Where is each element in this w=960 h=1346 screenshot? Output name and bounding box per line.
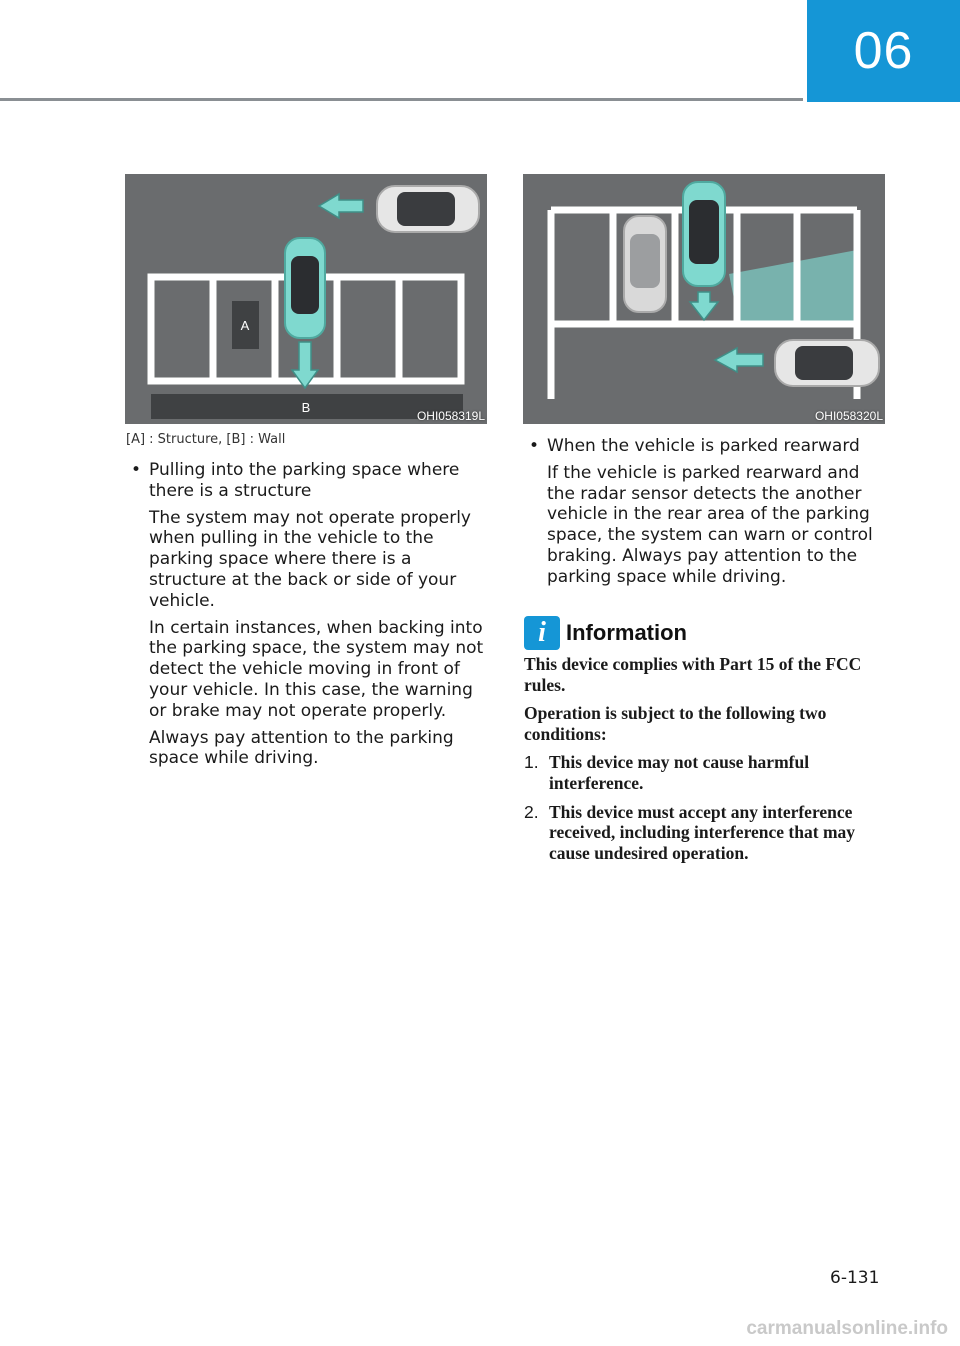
figure-parking-structure: [125, 174, 487, 424]
info-icon: i: [524, 616, 560, 650]
list-item: [524, 802, 884, 864]
right-column: [525, 436, 887, 588]
parked-rearward-illustration: [523, 174, 885, 424]
list-text: This device may not cause harmful interference.: [549, 752, 810, 793]
list-text: This device must accept any interference received, including interference that may cause undesired operation.: [549, 801, 856, 863]
figure-parked-rearward: [523, 174, 885, 424]
page-number: 6-131: [830, 1268, 880, 1288]
figure-code: OHI058319L: [416, 409, 485, 423]
label-a: A: [240, 318, 250, 333]
list-number: 1.: [524, 752, 539, 773]
paragraph: If the vehicle is parked rearward and the radar sensor detects the another vehicle in the rear area of the parking space, the system can warn or control braking. Always pay attention to the parking space while driving.: [547, 462, 873, 587]
header-rule: [0, 98, 803, 101]
left-column: [127, 460, 487, 769]
info-paragraph: Operation is subject to the following two conditions:: [524, 703, 827, 744]
label-b: B: [301, 400, 311, 415]
teal-car: [683, 182, 725, 286]
information-title: Information: [566, 620, 687, 645]
list-item: [524, 752, 884, 793]
watermark: carmanualsonline.info: [746, 1318, 948, 1339]
list-number: 2.: [524, 801, 539, 822]
paragraph: Always pay attention to the parking space while driving.: [149, 727, 454, 769]
teal-car: [285, 238, 325, 338]
information-body: [524, 654, 884, 871]
bullet-parked-rearward: • When the vehicle is parked rearward: [525, 436, 887, 457]
white-car-moving: [775, 340, 879, 386]
white-parked-car: [624, 216, 666, 312]
bullet-structure: • Pulling into the parking space where there is a structure: [127, 460, 487, 502]
paragraph: In certain instances, when backing into the parking space, the system may not detect the vehicle moving in front of your vehicle. In this case, the warning or brake may not operate properly.: [149, 617, 484, 721]
figure-caption: [A] : Structure, [B] : Wall: [126, 432, 286, 447]
paragraph: The system may not operate properly when pulling in the vehicle to the parking space where there is a structure at the back or side of your vehicle.: [149, 507, 471, 611]
info-paragraph: This device complies with Part 15 of the FCC rules.: [524, 654, 862, 695]
figure-code: OHI058320L: [814, 409, 883, 423]
information-heading: [524, 616, 687, 650]
chapter-tab: 06: [807, 0, 960, 102]
parking-structure-illustration: [125, 174, 487, 424]
white-car-moving: [377, 186, 479, 232]
